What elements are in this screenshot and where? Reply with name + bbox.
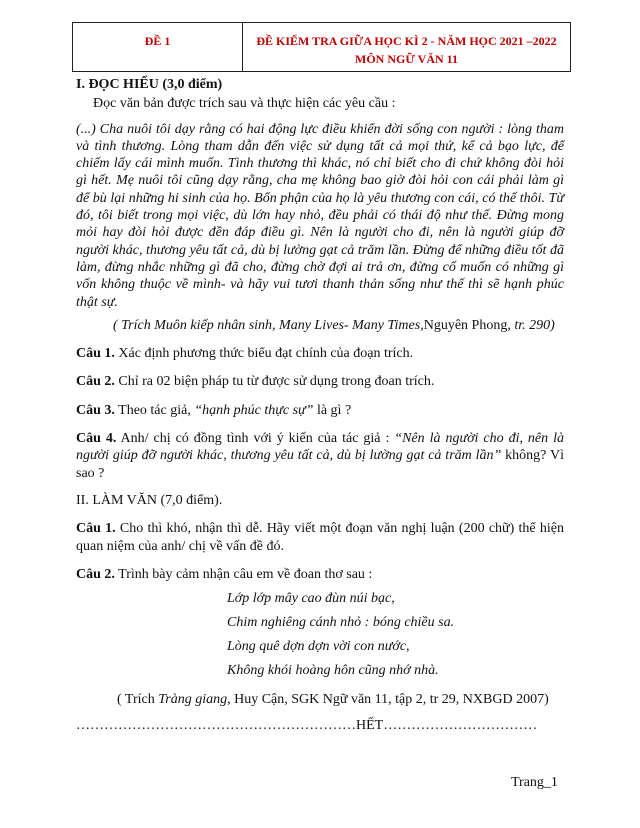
part2-title: II. LÀM VĂN (7,0 điểm).: [76, 492, 223, 508]
exam-title: ĐỀ KIỂM TRA GIỮA HỌC KÌ 2 - NĂM HỌC 2021 –2022: [256, 34, 557, 48]
exam-header: [72, 22, 571, 72]
question-3: [76, 402, 564, 419]
citation-page: tr. 290): [514, 317, 555, 333]
question-label: Câu 4.: [76, 431, 117, 447]
poem-line: Chim nghiêng cánh nhỏ : bóng chiều sa.: [227, 615, 455, 631]
part1-title: I. ĐỌC HIỂU (3,0 điểm): [76, 77, 223, 92]
poem-cite-work: Tràng giang: [158, 692, 228, 708]
question-text: Xác định phương thức biểu đạt chính của đoạn trích.: [118, 346, 414, 362]
poem-citation: [76, 691, 564, 708]
page-number: Trang_1: [511, 775, 558, 790]
exam-subject: MÔN NGỮ VĂN 11: [355, 52, 458, 66]
passage-citation: [76, 317, 564, 334]
question-text: Chỉ ra 02 biện pháp tu từ được sử dụng trong đoan trích.: [118, 374, 435, 390]
question-1: [76, 345, 564, 362]
citation-sep: ,: [507, 317, 515, 333]
question-label: Câu 1.: [76, 521, 116, 537]
exam-content: [76, 76, 564, 735]
question-label: Câu 1.: [76, 346, 115, 362]
poem-line: Không khói hoàng hôn cũng nhớ nhà.: [227, 663, 439, 679]
reading-passage: (...) Cha nuôi tôi dạy rằng có hai động lực điều khiển đời sống con người : lòng tham và tình thương. Lòng tham dẫn đến việc sử dụng tất cả mọi thứ, kể cả bạo lực, để chiếm lấy cái mình muốn. Tình thương thì khác, nó chỉ biết cho đi chứ không đòi hỏi gì hết. Mẹ nuôi tôi cũng dạy rằng, cha mẹ không bao giờ đòi hỏi con cái phải làm gì để bù lại những hi sinh của họ. Bổn phận của họ là yêu thương con cái, có thế thôi. Từ đó, tôi biết trong mọi việc, dù lớn hay nhỏ, đều phải có thái độ như thế. Đừng mong mỏi hay đòi hỏi được đền đáp điều gì. Nên là người cho đi, nên là người giúp đỡ người khác, thương yêu tất cả, dù bị lường gạt cả trăm lần. Đừng để những điều tốt đã làm, đừng nhắc những gì đã cho, đừng chờ đợi ai trả ơn, đừng cố muốn có những gì vốn không thuộc về mình- và hãy vui tươi thanh thản sống như thế thì sẽ hạnh phúc thật sự.: [76, 121, 564, 310]
question-text: Cho thì khó, nhận thì dễ. Hãy viết một đoạn văn nghị luận (200 chữ) thể hiện quan niệm của anh/ chị về vấn đề đó.: [76, 521, 564, 554]
question-quote: “hạnh phúc thực sự”: [194, 402, 314, 418]
part1-instruction: Đọc văn bản được trích sau và thực hiện các yêu cầu :: [93, 96, 396, 112]
exam-code-cell: [73, 23, 243, 71]
citation-open: ( Trích: [113, 317, 155, 333]
question-2: [76, 373, 564, 390]
question-text-before: Anh/ chị có đồng tình với ý kiến của tác giả :: [120, 431, 395, 447]
exam-title-cell: [243, 23, 570, 71]
poem-cite-rest: , Huy Cận, SGK Ngữ văn 11, tập 2, tr 29, NXBGD 2007): [227, 692, 549, 708]
question-label: Câu 2.: [76, 566, 115, 582]
question-text-after: là gì ?: [313, 402, 352, 418]
essay-question-1: [76, 520, 564, 555]
question-label: Câu 2.: [76, 374, 115, 390]
citation-work: Muôn kiếp nhân sinh, Many Lives- Many Times,: [154, 317, 424, 333]
citation-author: Nguyên Phong: [423, 317, 508, 333]
question-4: [76, 430, 564, 482]
question-quote: “Nên là người cho đi, nên là người giúp đỡ người khác, thương yêu tất cả, dù bị lường gạt cả trăm lần”: [76, 431, 564, 464]
end-marker: ……………………………………………………HẾT……………………………: [76, 718, 538, 734]
poem-line: Lớp lớp mây cao đùn núi bạc,: [227, 591, 395, 607]
essay-question-2: [76, 566, 564, 583]
question-text-before: Theo tác giả,: [118, 402, 195, 418]
poem-excerpt: [227, 587, 564, 683]
question-text-after: không? Vì sao ?: [76, 448, 564, 481]
poem-cite-open: ( Trích: [117, 692, 159, 708]
exam-code: ĐỀ 1: [144, 34, 171, 48]
poem-line: Lòng quê dợn dợn vời con nước,: [227, 639, 410, 655]
question-text: Trình bày cảm nhận câu em về đoan thơ sau :: [118, 566, 373, 582]
question-label: Câu 3.: [76, 402, 115, 418]
